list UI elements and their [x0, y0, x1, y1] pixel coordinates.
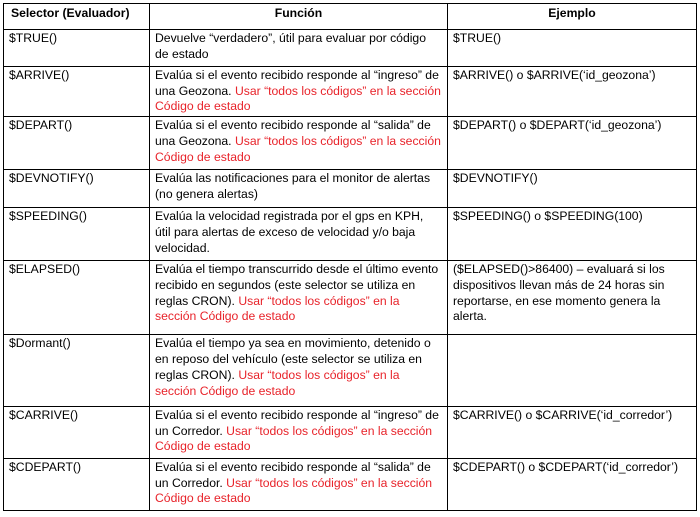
ejemplo-cell: $SPEEDING() o $SPEEDING(100) [448, 207, 697, 260]
funcion-cell [150, 458, 448, 510]
funcion-text: Evalúa el tiempo ya sea en movimiento, detenido o en reposo del vehículo (este selector se utiliza en reglas CRON). [155, 336, 431, 383]
funcion-cell [150, 260, 448, 334]
selector-table [3, 3, 697, 511]
table-row [4, 170, 697, 208]
ejemplo-cell: $DEPART() o $DEPART(‘id_geozona’) [448, 117, 697, 170]
ejemplo-cell: $ARRIVE() o $ARRIVE(‘id_geozona’) [448, 66, 697, 116]
selector-cell: $DEPART() [4, 117, 150, 170]
funcion-text: Evalúa el tiempo transcurrido desde el último evento recibido en segundos (este selector se utiliza en reglas CRON). [155, 261, 439, 308]
ejemplo-cell: ($ELAPSED()>86400) – evaluará si los dispositivos llevan más de 24 horas sin reportarse, en ese momento genera la alerta. [448, 260, 697, 334]
selector-cell: $ELAPSED() [4, 260, 150, 334]
ejemplo-cell: $CARRIVE() o $CARRIVE(‘id_corredor’) [448, 406, 697, 458]
ejemplo-cell [448, 335, 697, 406]
funcion-text: Evalúa si el evento recibido responde al “salida” de una Geozona. [155, 118, 431, 148]
funcion-note: Usar “todos los códigos” en la sección Código de estado [155, 83, 441, 114]
selector-cell: $CDEPART() [4, 458, 150, 510]
table-row [4, 260, 697, 334]
header-selector: Selector (Evaluador) [4, 4, 150, 30]
table-row [4, 406, 697, 458]
header-funcion: Función [150, 4, 448, 30]
ejemplo-cell: $TRUE() [448, 30, 697, 67]
funcion-text: Devuelve “verdadero”, útil para evaluar por código de estado [155, 31, 426, 61]
table-row [4, 117, 697, 170]
funcion-cell [150, 335, 448, 406]
funcion-text: Evalúa si el evento recibido responde al “ingreso” de una Geozona. [155, 67, 439, 98]
table-row [4, 335, 697, 406]
table-row [4, 207, 697, 260]
table-row [4, 30, 697, 67]
header-row [4, 4, 697, 30]
funcion-note: Usar “todos los códigos” en la sección Código de estado [155, 423, 433, 454]
selector-cell: $Dormant() [4, 335, 150, 406]
funcion-note: Usar “todos los códigos” en la sección Código de estado [155, 475, 433, 506]
selector-cell: $DEVNOTIFY() [4, 170, 150, 208]
funcion-text: Evalúa la velocidad registrada por el gps en KPH, útil para alertas de exceso de velocidad y/o baja velocidad. [155, 208, 424, 255]
ejemplo-cell: $CDEPART() o $CDEPART(‘id_corredor’) [448, 458, 697, 510]
selector-cell: $TRUE() [4, 30, 150, 67]
funcion-cell [150, 30, 448, 67]
funcion-cell [150, 207, 448, 260]
funcion-note: Usar “todos los códigos” en la sección Código de estado [155, 368, 400, 398]
selector-cell: $CARRIVE() [4, 406, 150, 458]
funcion-text: Evalúa las notificaciones para el monitor de alertas (no genera alertas) [155, 171, 431, 201]
selector-cell: $SPEEDING() [4, 207, 150, 260]
funcion-cell [150, 406, 448, 458]
header-ejemplo: Ejemplo [448, 4, 697, 30]
funcion-cell [150, 66, 448, 116]
selector-cell: $ARRIVE() [4, 66, 150, 116]
funcion-text: Evalúa si el evento recibido responde al “salida” de un Corredor. [155, 459, 431, 490]
table-row [4, 66, 697, 116]
funcion-note: Usar “todos los códigos” en la sección Código de estado [155, 133, 441, 164]
funcion-cell [150, 170, 448, 208]
funcion-cell [150, 117, 448, 170]
table-row [4, 458, 697, 510]
ejemplo-cell: $DEVNOTIFY() [448, 170, 697, 208]
funcion-text: Evalúa si el evento recibido responde al “ingreso” de un Corredor. [155, 407, 439, 438]
funcion-note: Usar “todos los códigos” en la sección Código de estado [155, 293, 400, 324]
